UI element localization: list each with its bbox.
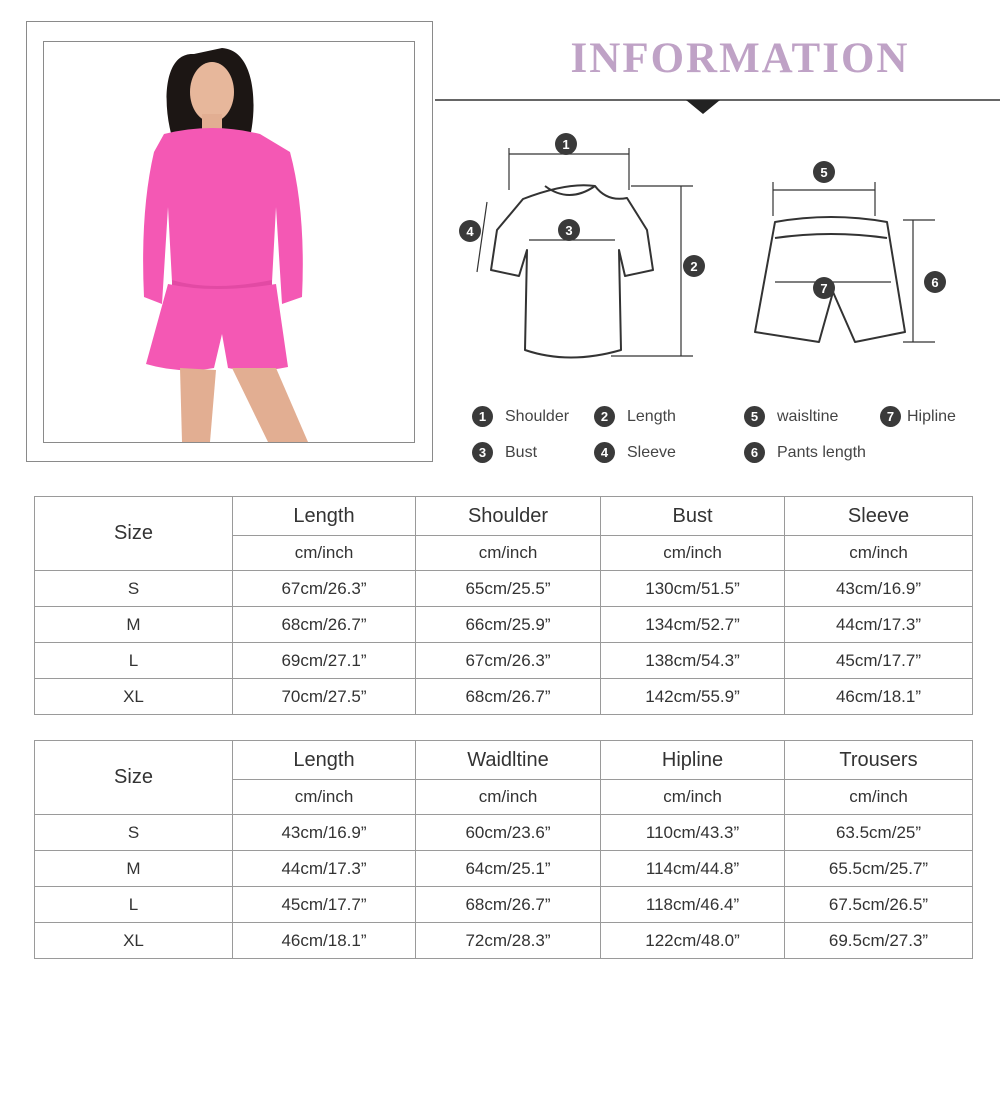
unit-header: cm/inch — [601, 536, 785, 571]
table-cell: 72cm/28.3” — [416, 923, 601, 959]
column-header: Length — [233, 497, 416, 536]
table-cell: 45cm/17.7” — [785, 643, 973, 679]
table-cell: 122cm/48.0” — [601, 923, 785, 959]
legend-number: 3 — [472, 442, 493, 463]
table-cell: 68cm/26.7” — [416, 679, 601, 715]
size-cell: S — [35, 571, 233, 607]
size-cell: XL — [35, 923, 233, 959]
table-cell: 114cm/44.8” — [601, 851, 785, 887]
table-cell: 67.5cm/26.5” — [785, 887, 973, 923]
table-cell: 68cm/26.7” — [233, 607, 416, 643]
legend-item — [880, 406, 956, 427]
size-header: Size — [35, 497, 233, 571]
size-header: Size — [35, 741, 233, 815]
table-row — [35, 923, 973, 959]
legend-label: Pants length — [777, 443, 866, 461]
legend-item — [744, 406, 838, 427]
table-row — [35, 607, 973, 643]
top-size-table — [34, 496, 973, 715]
table-cell: 66cm/25.9” — [416, 607, 601, 643]
legend-item — [472, 442, 537, 463]
diagram-number: 3 — [565, 223, 573, 238]
table-cell: 118cm/46.4” — [601, 887, 785, 923]
table-row — [35, 643, 973, 679]
tshirt-icon — [491, 185, 653, 357]
size-cell: M — [35, 607, 233, 643]
diagram-number: 7 — [820, 281, 828, 296]
table-cell: 46cm/18.1” — [785, 679, 973, 715]
unit-header: cm/inch — [785, 780, 973, 815]
legend-item — [594, 406, 676, 427]
table-cell: 67cm/26.3” — [233, 571, 416, 607]
pants-size-table — [34, 740, 973, 959]
table-cell: 63.5cm/25” — [785, 815, 973, 851]
legend-number: 4 — [594, 442, 615, 463]
unit-header: cm/inch — [416, 536, 601, 571]
page-title: INFORMATION — [570, 35, 910, 82]
legend-number: 7 — [880, 406, 901, 427]
table-row — [35, 679, 973, 715]
table-row — [35, 815, 973, 851]
unit-header: cm/inch — [601, 780, 785, 815]
legend-item — [594, 442, 676, 463]
table-cell: 70cm/27.5” — [233, 679, 416, 715]
table-row — [35, 887, 973, 923]
table-cell: 142cm/55.9” — [601, 679, 785, 715]
legend-item — [744, 442, 866, 463]
size-cell: M — [35, 851, 233, 887]
size-cell: S — [35, 815, 233, 851]
diagram-number: 2 — [690, 259, 698, 274]
legend-label: Hipline — [907, 407, 956, 425]
table-cell: 67cm/26.3” — [416, 643, 601, 679]
legend-label: Length — [627, 407, 676, 425]
column-header: Bust — [601, 497, 785, 536]
size-cell: XL — [35, 679, 233, 715]
legend-label: waisltine — [777, 407, 839, 425]
table-cell: 130cm/51.5” — [601, 571, 785, 607]
product-photo — [43, 41, 415, 443]
legend-number: 1 — [472, 406, 493, 427]
legend-label: Bust — [505, 443, 538, 461]
table-cell: 65cm/25.5” — [416, 571, 601, 607]
table-cell: 68cm/26.7” — [416, 887, 601, 923]
unit-header: cm/inch — [785, 536, 973, 571]
column-header: Sleeve — [785, 497, 973, 536]
table-cell: 60cm/23.6” — [416, 815, 601, 851]
column-header: Length — [233, 741, 416, 780]
diagram-number: 6 — [931, 275, 939, 290]
diagram-number: 4 — [466, 224, 474, 239]
table-cell: 110cm/43.3” — [601, 815, 785, 851]
table-cell: 44cm/17.3” — [233, 851, 416, 887]
table-cell: 43cm/16.9” — [233, 815, 416, 851]
size-cell: L — [35, 643, 233, 679]
table-cell: 69.5cm/27.3” — [785, 923, 973, 959]
table-cell: 134cm/52.7” — [601, 607, 785, 643]
legend-label: Sleeve — [627, 443, 676, 461]
table-cell: 64cm/25.1” — [416, 851, 601, 887]
unit-header: cm/inch — [233, 536, 416, 571]
column-header: Shoulder — [416, 497, 601, 536]
diagram-number: 1 — [562, 137, 570, 152]
table-cell: 46cm/18.1” — [233, 923, 416, 959]
table-row — [35, 851, 973, 887]
table-cell: 43cm/16.9” — [785, 571, 973, 607]
divider-pointer-icon — [686, 100, 720, 114]
legend-item — [472, 406, 569, 427]
size-cell: L — [35, 887, 233, 923]
table-cell: 65.5cm/25.7” — [785, 851, 973, 887]
legend-number: 5 — [744, 406, 765, 427]
measurement-diagram — [435, 120, 1000, 375]
column-header: Trousers — [785, 741, 973, 780]
table-row — [35, 571, 973, 607]
table-cell: 138cm/54.3” — [601, 643, 785, 679]
unit-header: cm/inch — [416, 780, 601, 815]
legend-number: 6 — [744, 442, 765, 463]
table-cell: 45cm/17.7” — [233, 887, 416, 923]
column-header: Waidltine — [416, 741, 601, 780]
table-cell: 44cm/17.3” — [785, 607, 973, 643]
diagram-number: 5 — [820, 165, 828, 180]
column-header: Hipline — [601, 741, 785, 780]
legend-label: Shoulder — [505, 407, 570, 425]
table-cell: 69cm/27.1” — [233, 643, 416, 679]
unit-header: cm/inch — [233, 780, 416, 815]
legend-number: 2 — [594, 406, 615, 427]
